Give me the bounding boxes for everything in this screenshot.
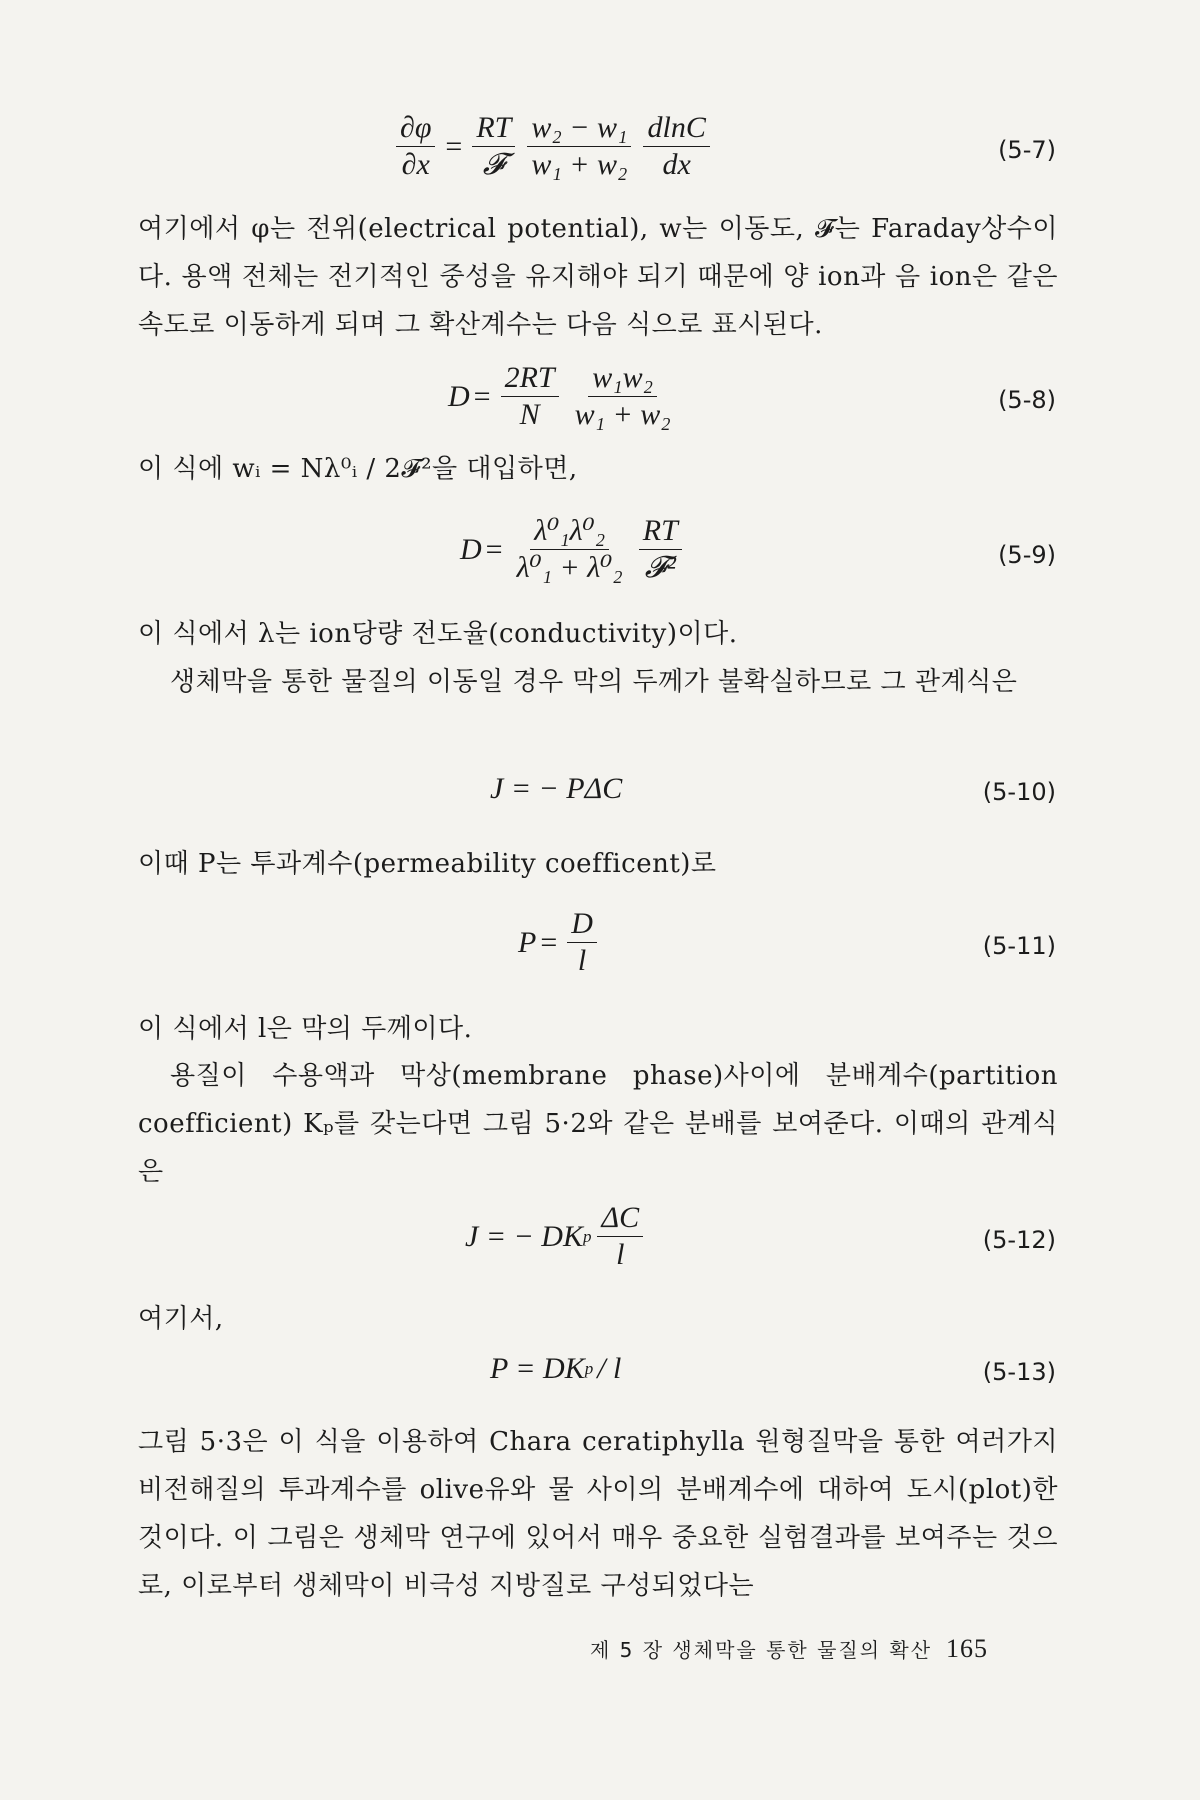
eq-denominator: l bbox=[616, 1238, 625, 1271]
eq-denominator: 𝓕² bbox=[644, 551, 676, 584]
paragraph: 여기서, bbox=[138, 1304, 224, 1334]
eq-denominator: dx bbox=[662, 148, 691, 181]
equation-5-11: P = $\frac{D}{l}$ (5-11) bbox=[518, 907, 1056, 977]
eq-subscript: p bbox=[584, 1359, 594, 1378]
paragraph: 생체막을 통한 물질의 이동일 경우 막의 두께가 불확실하므로 그 관계식은 bbox=[170, 667, 1018, 697]
equation-number: (5-9) bbox=[998, 541, 1056, 569]
eq-denominator: ∂x bbox=[401, 148, 430, 181]
eq-lhs: J = − DK bbox=[465, 1219, 583, 1253]
page-number: 165 bbox=[946, 1634, 989, 1663]
eq-numerator: ΔC bbox=[597, 1202, 643, 1237]
paragraph: 이 식에서 l은 막의 두께이다. bbox=[138, 1014, 473, 1044]
eq-denominator: λ⁰₁ + λ⁰₂ bbox=[516, 551, 623, 584]
eq-lhs: P bbox=[518, 925, 537, 959]
paragraph: 이 식에 wᵢ = Nλ⁰ᵢ / 2𝓕²을 대입하면, bbox=[138, 454, 578, 484]
eq-numerator: w₂ − w₁ bbox=[527, 112, 631, 147]
equation-5-10 bbox=[0, 772, 1200, 816]
eq-numerator: RT bbox=[639, 515, 682, 550]
eq-numerator: dlnC bbox=[643, 112, 709, 147]
eq-denominator: N bbox=[519, 398, 540, 431]
paragraph: 그림 5·3은 이 식을 이용하여 Chara ceratiphylla 원형질막을 통한 여러가지 비전해질의 투과계수를 olive유와 물 사이의 분배계수에 대하여 도시(plot)한 것이다. 이 그림은 생체막 연구에 있어서 매우 중요한 실험결과를 보여주는 것으로, 이로부터 생체막이 비극성 지방질로 구성되었다는 bbox=[138, 1427, 1058, 1601]
eq-denominator: 𝓕 bbox=[482, 148, 505, 181]
paragraph: 여기에서 φ는 전위(electrical potential), w는 이동도, 𝓕는 Faraday상수이다. 용액 전체는 전기적인 중성을 유지해야 되기 때문에 양 ion과 음 ion은 같은 속도로 이동하게 되며 그 확산계수는 다음 식으로 표시된다. bbox=[138, 214, 1058, 340]
eq-expression: J = − PΔC bbox=[490, 772, 623, 805]
chapter-title: 제 5 장 생체막을 통한 물질의 확산 bbox=[590, 1638, 933, 1662]
equation-5-13 bbox=[0, 1352, 1200, 1396]
eq-expression: P = DK bbox=[490, 1352, 585, 1385]
equation-5-12 bbox=[0, 1202, 1200, 1282]
equation-5-9: D = $\frac{\text{λ⁰₁λ⁰₂}}{\text{λ⁰₁ + λ⁰₂}}$ $\frac{RT}{\text{𝓕²}}$ (5-9) bbox=[460, 514, 1056, 584]
equation-number: (5-10) bbox=[982, 778, 1056, 806]
eq-numerator: RT bbox=[472, 112, 515, 147]
equation-number: (5-13) bbox=[982, 1358, 1056, 1386]
equation-5-7: $\frac{\partial\varphi}{\partial x}$ = $\frac{RT}{\text{𝓕}}$ $\frac{\text{w₂ − w₁}}{\text{w₁ + w₂}}$ $\frac{dlnC}{dx}$ (5-7) bbox=[0, 112, 1200, 192]
eq-numerator: ∂φ bbox=[396, 112, 435, 147]
eq-numerator: λ⁰₁λ⁰₂ bbox=[530, 515, 609, 550]
page-footer bbox=[590, 1634, 988, 1664]
paragraph: 용질이 수용액과 막상(membrane phase)사이에 분배계수(partition coefficient) Kₚ를 갖는다면 그림 5·2와 같은 분배를 보여준다. 이때의 관계식은 bbox=[138, 1061, 1058, 1187]
eq-subscript: p bbox=[582, 1226, 592, 1246]
eq-numerator: 2RT bbox=[501, 362, 559, 397]
eq-denominator: l bbox=[577, 944, 587, 977]
eq-denominator: w₁ + w₂ bbox=[531, 148, 628, 181]
eq-numerator: w₁w₂ bbox=[588, 362, 657, 397]
equation-number: (5-7) bbox=[998, 136, 1056, 164]
eq-numerator: D bbox=[567, 908, 597, 943]
eq-expression: / l bbox=[597, 1352, 622, 1385]
paragraph: 이때 P는 투과계수(permeability coefficent)로 bbox=[138, 849, 717, 879]
eq-denominator: w₁ + w₂ bbox=[574, 398, 671, 431]
equation-number: (5-12) bbox=[982, 1226, 1056, 1254]
eq-lhs: D bbox=[460, 532, 482, 566]
equation-number: (5-8) bbox=[998, 386, 1056, 414]
equation-number: (5-11) bbox=[982, 932, 1056, 960]
paragraph: 이 식에서 λ는 ion당량 전도율(conductivity)이다. bbox=[138, 619, 738, 649]
equation-5-8: D = $\frac{2RT}{N}$ $\frac{\text{w₁w₂}}{\text{w₁ + w₂}}$ (5-8) bbox=[448, 361, 1056, 431]
eq-lhs: D bbox=[448, 379, 470, 413]
